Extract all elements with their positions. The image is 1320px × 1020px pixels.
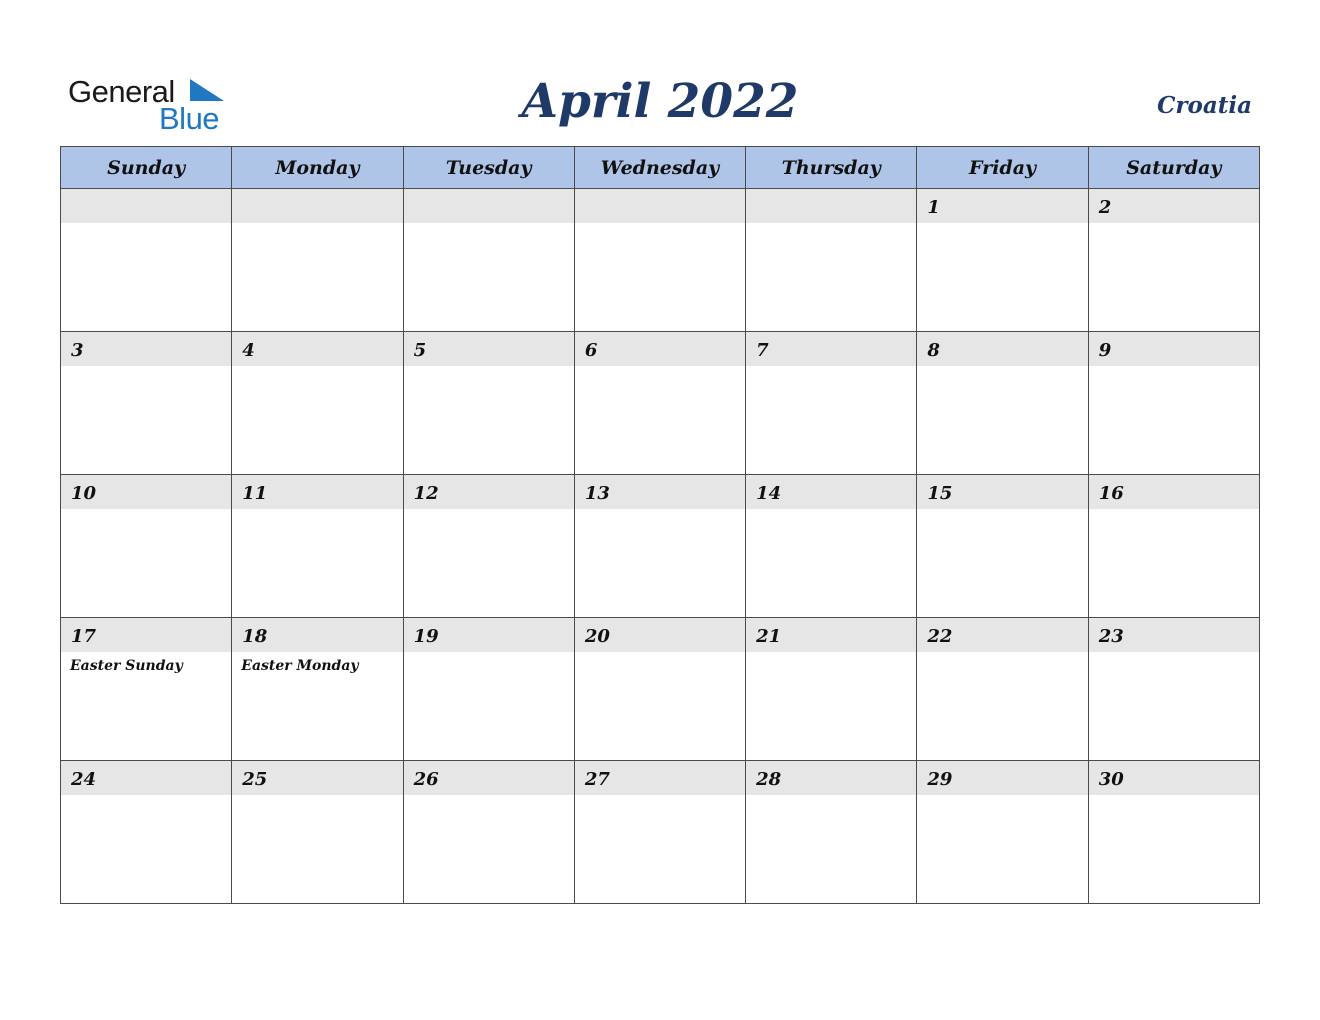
day-number: 22 [917,618,1087,652]
day-cell [403,332,574,475]
day-cell [917,475,1088,618]
day-cell [232,475,403,618]
weekday-header: Wednesday [574,147,745,189]
day-number: 19 [404,618,574,652]
day-number: 8 [917,332,1087,366]
flag-icon [186,77,226,103]
day-number: 17 [61,618,231,652]
day-number: 1 [917,189,1087,223]
day-number: 26 [404,761,574,795]
week-row [61,332,1260,475]
day-number: 27 [575,761,745,795]
day-cell [232,189,403,332]
calendar-grid [60,146,1260,904]
logo-text-blue: Blue [159,101,220,136]
weekday-header: Saturday [1088,147,1259,189]
day-number: 6 [575,332,745,366]
weekday-header: Friday [917,147,1088,189]
week-row [61,618,1260,761]
day-number: 11 [232,475,402,509]
day-number: 28 [746,761,916,795]
day-cell [574,761,745,904]
day-number: 18 [232,618,402,652]
day-cell [232,761,403,904]
day-cell [746,618,917,761]
day-cell [61,761,232,904]
day-number: 5 [404,332,574,366]
day-cell [403,475,574,618]
day-cell [232,618,403,761]
day-number [575,189,745,223]
day-cell [746,189,917,332]
day-cell [1088,618,1259,761]
day-cell [574,332,745,475]
day-number [232,189,402,223]
day-number: 29 [917,761,1087,795]
day-cell [1088,475,1259,618]
day-cell [403,618,574,761]
day-cell [574,475,745,618]
day-cell [574,618,745,761]
day-number [61,189,231,223]
day-cell [746,761,917,904]
day-cell [61,618,232,761]
day-number: 25 [232,761,402,795]
day-cell [746,332,917,475]
weekday-header: Monday [232,147,403,189]
week-row [61,189,1260,332]
day-cell [1088,189,1259,332]
day-cell [61,189,232,332]
day-number: 4 [232,332,402,366]
day-cell [1088,332,1259,475]
day-cell [917,761,1088,904]
day-cell [917,189,1088,332]
day-cell [917,618,1088,761]
day-number: 13 [575,475,745,509]
holiday-label: Easter Sunday [70,658,183,674]
weekday-header: Tuesday [403,147,574,189]
day-number: 9 [1089,332,1259,366]
day-cell [403,761,574,904]
week-row [61,761,1260,904]
day-number: 14 [746,475,916,509]
day-number [746,189,916,223]
day-number: 16 [1089,475,1259,509]
day-cell [403,189,574,332]
day-cell [1088,761,1259,904]
day-cell [61,475,232,618]
weekday-header-row [61,147,1260,189]
day-number: 7 [746,332,916,366]
day-number: 30 [1089,761,1259,795]
day-cell [574,189,745,332]
weekday-header: Sunday [61,147,232,189]
day-cell [61,332,232,475]
day-number: 2 [1089,189,1259,223]
logo-text-general: General [68,74,175,109]
day-cell [917,332,1088,475]
day-number [404,189,574,223]
country-label: Croatia [1157,92,1252,119]
day-cell [232,332,403,475]
day-number: 15 [917,475,1087,509]
day-number: 24 [61,761,231,795]
day-number: 21 [746,618,916,652]
weekday-header: Thursday [746,147,917,189]
day-cell [746,475,917,618]
day-number: 10 [61,475,231,509]
page-title: April 2022 [521,74,799,129]
day-number: 23 [1089,618,1259,652]
brand-logo [68,74,238,134]
day-number: 20 [575,618,745,652]
holiday-label: Easter Monday [241,658,359,674]
day-number: 12 [404,475,574,509]
week-row [61,475,1260,618]
day-number: 3 [61,332,231,366]
